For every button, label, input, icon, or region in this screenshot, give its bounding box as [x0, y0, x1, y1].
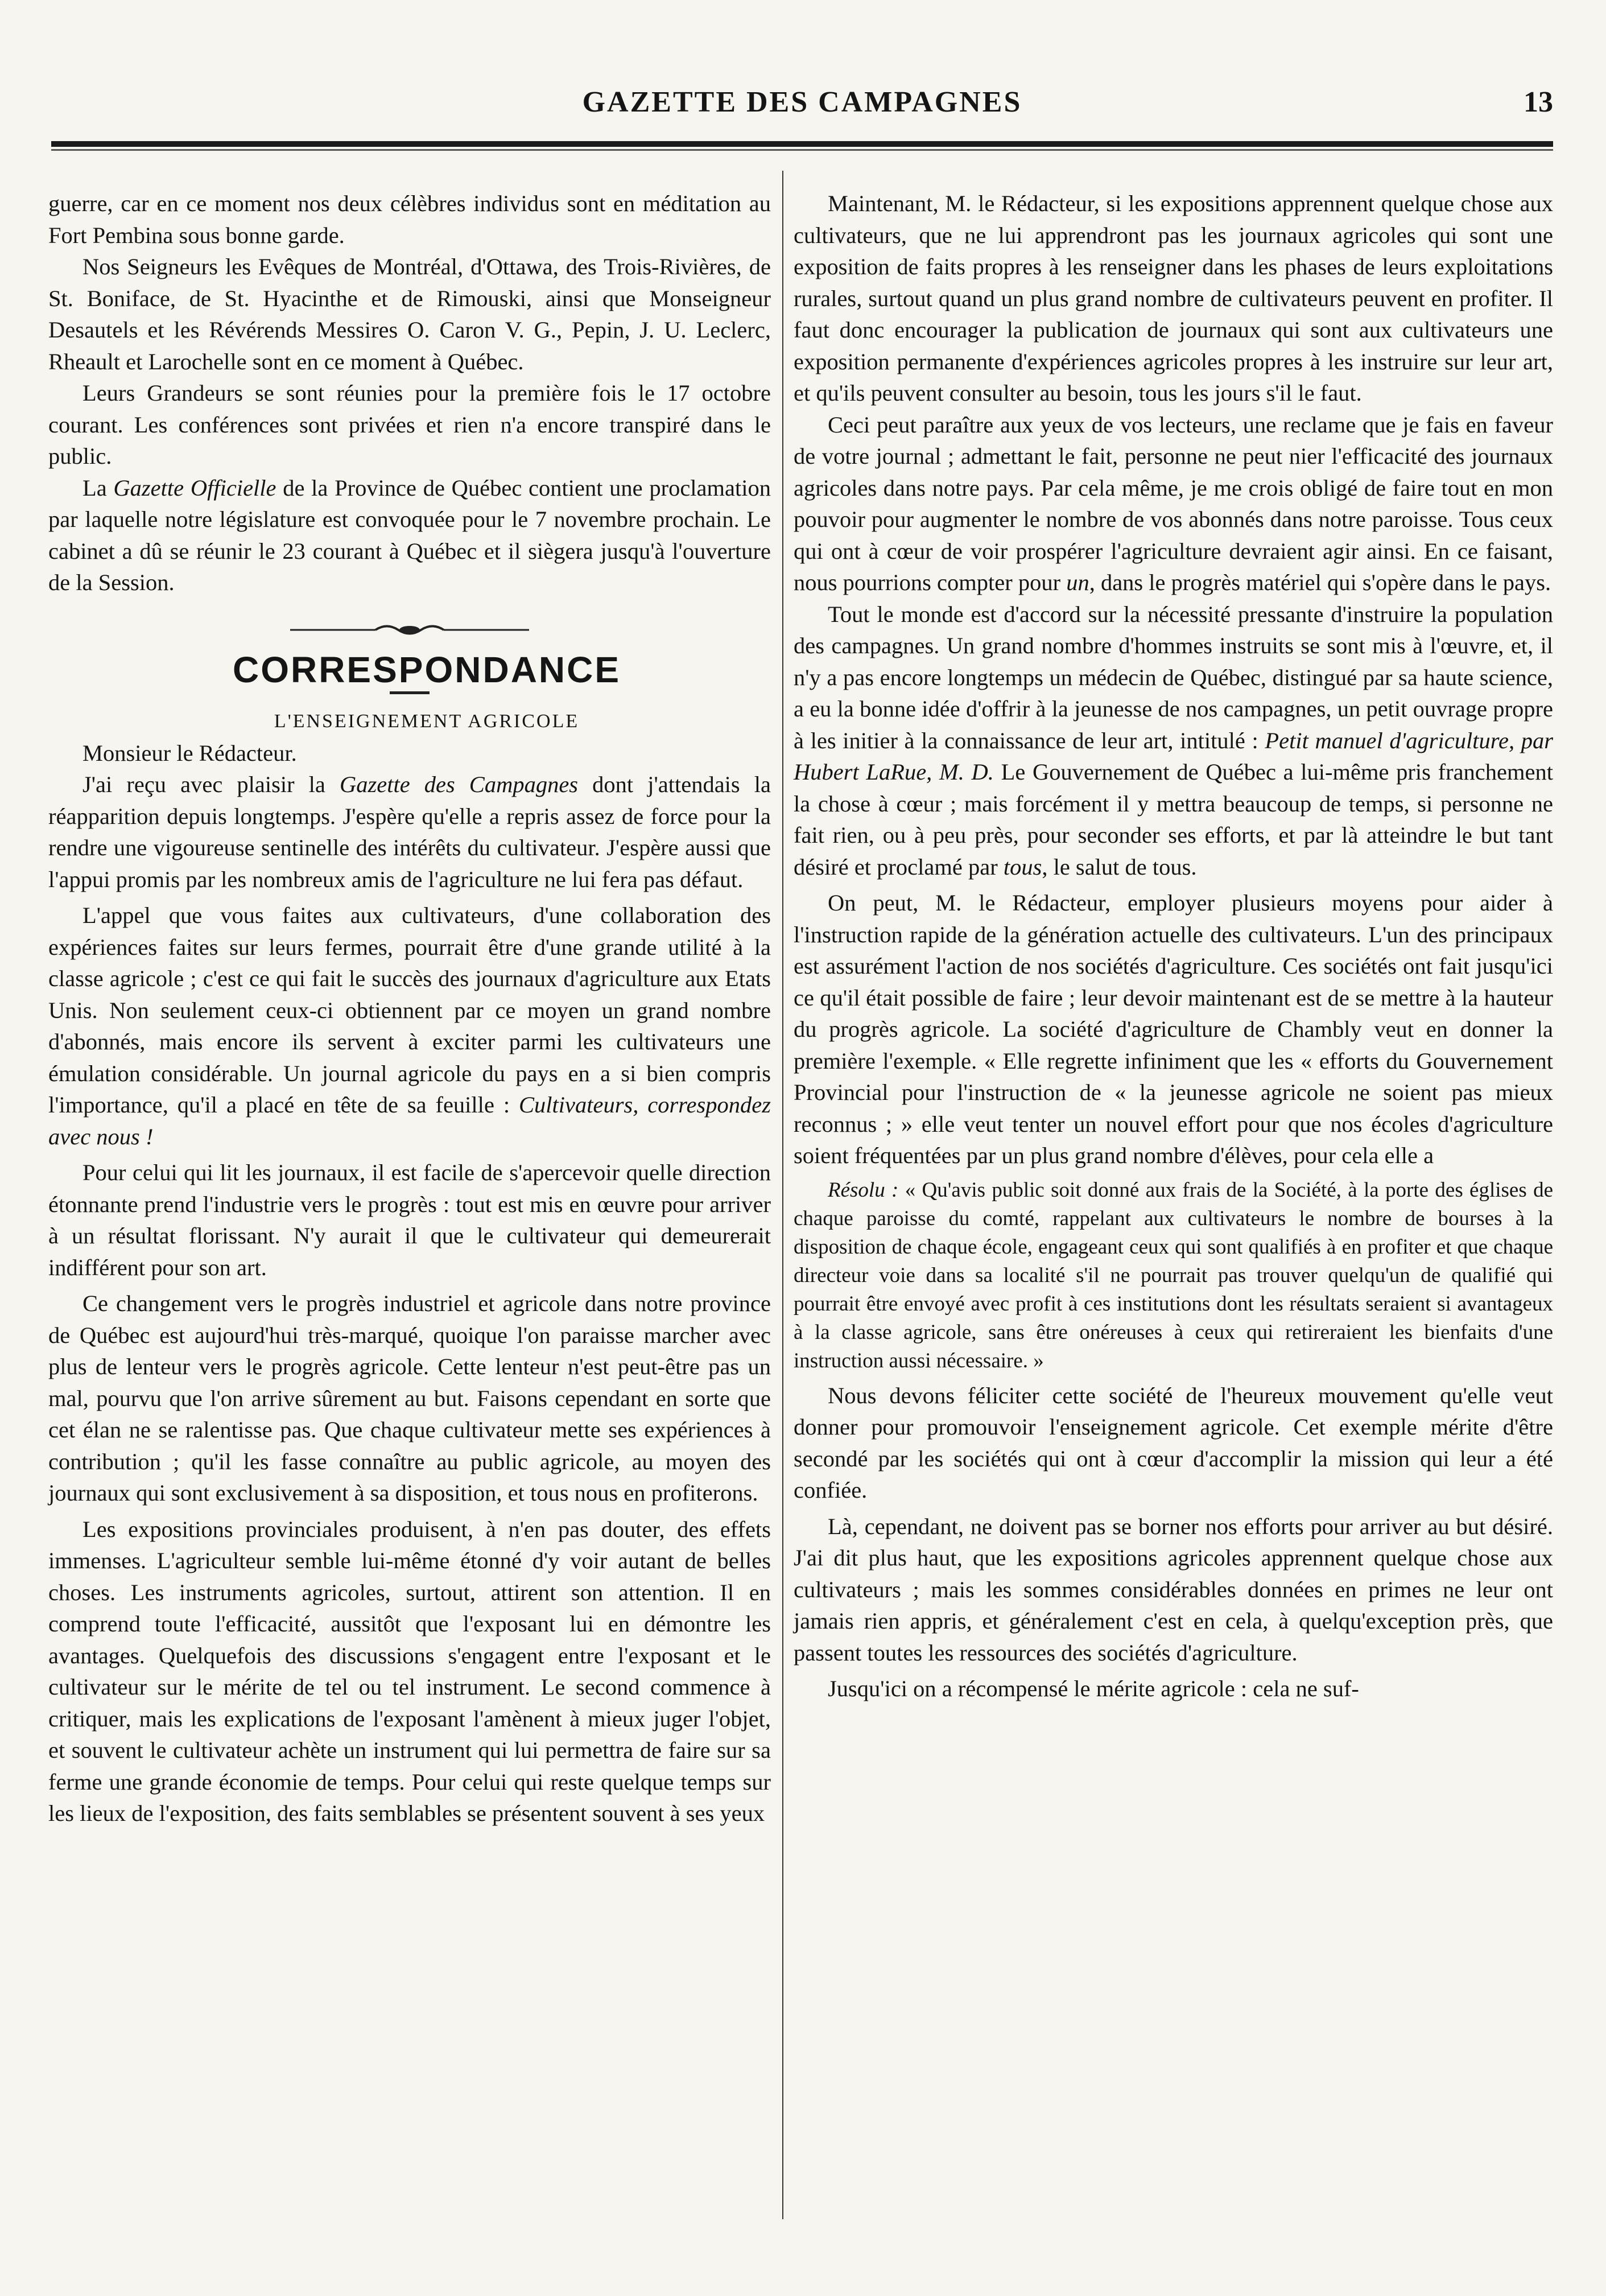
masthead-title: GAZETTE DES CAMPAGNES [582, 86, 1022, 118]
paragraph: Ce changement vers le progrès industriel et agricole dans notre province de Québec est aujourd'hui très-marqué, quoique l'on paraisse marcher avec plus de lenteur vers le progrès agricole. Cette lenteur n'est peut-être pas un mal, pourvu que l'on arrive sûrement au but. Faisons cependant en sorte que cet élan ne se ralentisse pas. Que chaque cultivateur mette ses expériences à contribution ; qu'il les fasse connaître au public agricole, au moyen des journaux qui sont exclusivement à sa disposition, et tous nous en profiterons. [48, 1291, 771, 1506]
text-run: L'appel que vous faites aux cultivateurs, d'une collaboration des expériences faites sur leurs fermes, pourrait être d'une grande utilité à la classe agricole ; c'est ce qui fait le succès des journaux d'agriculture aux Etats Unis. Non seulement ceux-ci obtiennent par ce moyen un grand nombre d'abonnés, mais encore ils servent à exciter parmi les cultivateurs une émulation considérable. Un journal agricole du pays en a si bien compris l'importance, qu'il a placé en tête de sa feuille : [48, 902, 771, 1118]
text-run: La [82, 475, 114, 501]
header-rule-thin [51, 149, 1553, 151]
text-run: , dans le progrès matériel qui s'opère dans le pays. [1089, 570, 1551, 595]
salutation: Monsieur le Rédacteur. [82, 740, 297, 766]
paragraph [48, 769, 771, 895]
right-column [794, 188, 1553, 1705]
text-run: , le salut de tous. [1042, 854, 1197, 880]
paragraph: Leurs Grandeurs se sont réunies pour la première fois le 17 octobre courant. Les conférences sont privées et rien n'a encore transpiré dans le public. [48, 380, 771, 469]
decorative-rule-icon [290, 621, 529, 638]
italic-text: Résolu : [828, 1178, 899, 1202]
text-run: Ceci peut paraître aux yeux de vos lecteurs, une reclame que je fais en faveur de votre journal ; admettant le fait, personne ne peut nier l'efficacité des journaux agricoles dans notre pays. Par cela même, je me crois obligé de faire tout en mon pouvoir pour augmenter le nombre de vos abonnés dans notre paroisse. Tous ceux qui ont à cœur de voir prospérer l'agriculture devraient agir ainsi. En ce faisant, nous pourrions compter pour [794, 411, 1553, 595]
text-run: de la Province de Québec contient une proclamation par laquelle notre législature est convoquée pour le 7 novembre prochain. Le cabinet a dû se réunir le 23 courant à Québec et il siègera jusqu'à l'ouverture de la Session. [48, 475, 771, 595]
italic-text: un [1066, 570, 1089, 595]
italic-text: tous [1003, 854, 1042, 880]
paragraph: Nos Seigneurs les Evêques de Montréal, d'Ottawa, des Trois-Rivières, de St. Boniface, de St. Hyacinthe et de Rimouski, ainsi que Monseigneur Desautels et les Révérends Messires O. Caron V. G., Pepin, J. U. Leclerc, Rheault et Larochelle sont en ce moment à Québec. [48, 254, 771, 374]
text-run: dont j'attendais la réapparition depuis longtemps. J'espère qu'elle a repris assez de force pour la rendre une vigoureuse sentinelle des intérêts du cultivateur. J'espère aussi que l'appui promis par les nombreux amis de l'agriculture ne lui fera pas défaut. [48, 772, 771, 892]
section-title: CORRESPONDANCE [232, 649, 621, 690]
text-run: Le Gouvernement de Québec a lui-même pris franchement la chose à cœur ; mais forcément il y mettra beaucoup de temps, si personne ne fait rien, ou à peu près, pour seconder ses efforts, et par là atteindre le but tant désiré et proclamé par [794, 759, 1553, 880]
article-subtitle: L'ENSEIGNEMENT AGRICOLE [274, 711, 580, 732]
italic-text: Gazette des Campagnes [339, 772, 579, 797]
italic-text: Cultivateurs, correspondez avec nous ! [48, 1092, 771, 1149]
paragraph: Jusqu'ici on a récompensé le mérite agricole : cela ne suf- [828, 1676, 1359, 1701]
column-divider [782, 171, 783, 2219]
resolution-quote [794, 1176, 1553, 1375]
left-column [48, 188, 771, 1829]
paragraph [48, 900, 771, 1152]
page-header [51, 85, 1553, 131]
paragraph: Nous devons féliciter cette société de l'heureux mouvement qu'elle veut donner pour promouvoir l'enseignement agricole. Cet exemple mérite d'être secondé par les sociétés qui ont à cœur d'accomplir la mission qui leur a été confiée. [794, 1382, 1553, 1503]
page-number: 13 [1524, 86, 1553, 118]
text-run: J'ai reçu avec plaisir la [82, 772, 340, 797]
paragraph: Les expositions provinciales produisent, à n'en pas douter, des effets immenses. L'agriculteur semble lui-même étonné d'y voir autant de belles choses. Les instruments agricoles, surtout, attirent son attention. Il en comprend toute l'efficacité, aussitôt que l'exposant lui en démontre les avantages. Quelquefois des discussions s'engagent entre l'exposant et le cultivateur sur le mérite de tel ou tel instrument. Le second commence à critiquer, mais les explications de l'exposant l'amènent à mieux juger l'objet, et souvent le cultivateur achète un instrument qui lui permettra de faire sur sa ferme une grande économie de temps. Pour celui qui reste quelque temps sur les lieux de l'exposition, des faits semblables se présentent souvent à ses yeux [48, 1516, 771, 1826]
paragraph: Pour celui qui lit les journaux, il est facile de s'apercevoir quelle direction étonnante prend l'industrie vers le progrès : tout est mis en œuvre pour arriver à un résultat florissant. N'y aurait il que le cultivateur qui demeurerait indifférent pour son art. [48, 1160, 771, 1280]
header-rule [51, 141, 1553, 147]
paragraph: Maintenant, M. le Rédacteur, si les expositions apprennent quelque chose aux cultivateurs, que ne lui apprendront pas les journaux agricoles qui sont une exposition de faits propres à les renseigner dans les phases de leurs exploitations rurales, surtout quand un plus grand nombre de cultivateurs peuvent en profiter. Il faut donc encourager la publication de journaux qui sont aux cultivateurs une exposition permanente d'expériences agricoles propres à les instruire sur leur art, et qu'ils peuvent consulter au besoin, tous les jours s'il le faut. [794, 191, 1553, 406]
italic-text: Gazette Officielle [113, 475, 276, 501]
text-run: « Qu'avis public soit donné aux frais de la Société, à la porte des églises de chaque paroisse du comté, rappelant aux cultivateurs le nombre de bourses à la disposition de chaque école, engageant ceux qui sont qualifiés à en profiter et que chaque directeur voie dans sa localité s'il ne pourrait pas trouver quelqu'un de qualifié qui pourrait être envoyé avec profit à ces institutions dont les résultats seraient si avantageux à la classe agricole, sans être onéreuses à ceux qui retireraient les bienfaits d'une instruction aussi nécessaire. » [794, 1178, 1553, 1372]
paragraph: guerre, car en ce moment nos deux célèbres individus sont en méditation au Fort Pembina sous bonne garde. [48, 191, 771, 248]
paragraph [794, 599, 1553, 883]
paragraph [48, 472, 771, 599]
paragraph [794, 409, 1553, 599]
paragraph: On peut, M. le Rédacteur, employer plusieurs moyens pour aider à l'instruction rapide de la génération actuelle des cultivateurs. L'un des principaux est assurément l'action de nos sociétés d'agriculture. Ces sociétés ont fait jusqu'ici ce qu'il était possible de faire ; leur devoir maintenant est de se mettre à la hauteur du progrès agricole. La société d'agriculture de Chambly veut en donner la première l'exemple. « Elle regrette infiniment que les « efforts du Gouvernement Provincial pour l'instruction de « la jeunesse agricole ne soient pas mieux reconnus ; » elle veut tenter un nouvel effort pour que nos écoles d'agriculture soient fréquentées par un plus grand nombre d'élèves, pour cela elle a [794, 890, 1553, 1168]
text-run: Tout le monde est d'accord sur la nécessité pressante d'instruire la population des campagnes. Un grand nombre d'hommes instruits se sont mis à l'œuvre, et, il n'y a pas encore longtemps un médecin de Québec, distingué par sa haute science, a eu la bonne idée d'offrir à la jeunesse de nos campagnes, un petit ouvrage propre à les initier à la connaissance de leur art, intitulé : [794, 601, 1553, 753]
italic-text: Petit manuel d'agriculture, par Hubert LaRue, M. D. [794, 727, 1553, 785]
title-dash [390, 691, 430, 694]
paragraph: Là, cependant, ne doivent pas se borner nos efforts pour arriver au but désiré. J'ai dit plus haut, que les expositions agricoles apprennent quelque chose aux cultivateurs ; mais les sommes considérables données en primes ne leur ont jamais rien appris, et généralement c'est en cela, à quelqu'exception près, que passent toutes les ressources des sociétés d'agriculture. [794, 1513, 1553, 1666]
